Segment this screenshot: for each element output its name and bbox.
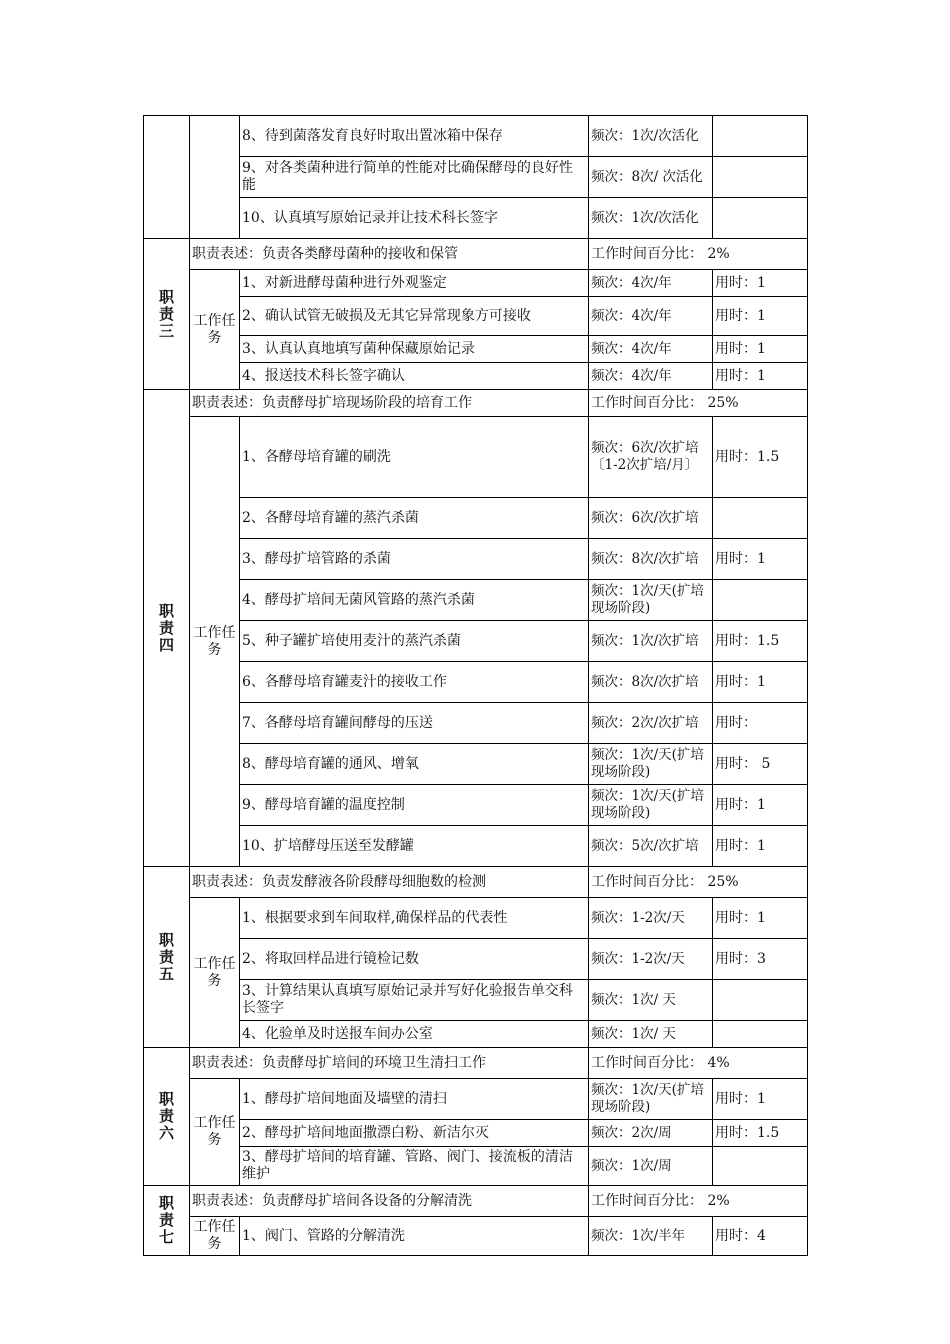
duty-name (144, 239, 190, 390)
table-row (144, 498, 808, 539)
duty-name-char: 六 (158, 1124, 174, 1142)
time-percentage: 工作时间百分比： 25% (589, 867, 808, 898)
table-row (144, 580, 808, 621)
task-cell: 7、各酵母培育罐间酵母的压送 (240, 703, 589, 744)
duty-name-char: 七 (158, 1228, 174, 1246)
task-cell: 8、酵母培育罐的通风、增氧 (240, 744, 589, 785)
table-row (144, 939, 808, 980)
task-cell: 8、待到菌落发育良好时取出置冰箱中保存 (240, 116, 589, 157)
task-cell: 4、化验单及时送报车间办公室 (240, 1021, 589, 1048)
duty-name-char: 责 (158, 304, 174, 323)
task-cell: 1、酵母扩培间地面及墙壁的清扫 (240, 1079, 589, 1120)
time-cell: 用时：1 (713, 785, 808, 826)
table-row (144, 1079, 808, 1120)
duty-name-char: 四 (158, 635, 174, 654)
task-cell: 9、对各类菌种进行简单的性能对比确保酵母的良好性能 (240, 157, 589, 198)
duty-name (144, 867, 190, 1048)
frequency-cell: 频次：4次/年 (589, 297, 713, 336)
task-cell: 4、报送技术科长签字确认 (240, 363, 589, 390)
frequency-cell: 频次：1次/天(扩培现场阶段) (589, 744, 713, 785)
frequency-cell: 频次：8次/次扩培 (589, 539, 713, 580)
duty-name-char: 三 (158, 321, 174, 340)
frequency-cell: 频次：8次/次扩培 (589, 662, 713, 703)
task-cell: 9、酵母培育罐的温度控制 (240, 785, 589, 826)
time-percentage: 工作时间百分比： 4% (589, 1048, 808, 1079)
frequency-cell: 频次：1-2次/天 (589, 898, 713, 939)
frequency-cell: 频次：4次/年 (589, 336, 713, 363)
frequency-cell: 频次：1次/天(扩培现场阶段) (589, 1079, 713, 1120)
time-cell: 用时：3 (713, 939, 808, 980)
duty-description: 职责表述：负责各类酵母菌种的接收和保管 (190, 239, 589, 270)
frequency-cell: 频次：1次/次活化 (589, 116, 713, 157)
duty-description-row (144, 1048, 808, 1079)
table-row (144, 1021, 808, 1048)
duty-name-char: 五 (158, 964, 174, 983)
frequency-cell: 频次：1次/ 天 (589, 980, 713, 1021)
duty-label-cell (144, 116, 190, 239)
work-task-cell (190, 116, 240, 239)
frequency-cell: 频次：6次/次扩培〔1-2次扩培/月〕 (589, 417, 713, 498)
table-row (144, 297, 808, 336)
frequency-cell: 频次：1次/天(扩培现场阶段) (589, 785, 713, 826)
task-cell: 2、各酵母培育罐的蒸汽杀菌 (240, 498, 589, 539)
time-cell: 用时：1 (713, 270, 808, 297)
frequency-cell: 频次：1-2次/天 (589, 939, 713, 980)
table-row (144, 703, 808, 744)
time-percentage: 工作时间百分比： 2% (589, 1186, 808, 1217)
duty-description-row (144, 867, 808, 898)
duty-description: 职责表述：负责酵母扩培间各设备的分解清洗 (190, 1186, 589, 1217)
table-row (144, 116, 808, 157)
table-row (144, 826, 808, 867)
duty-name-char: 职 (158, 1194, 174, 1212)
task-cell: 3、认真认真地填写菌种保藏原始记录 (240, 336, 589, 363)
frequency-cell: 频次：1次/ 天 (589, 1021, 713, 1048)
duty-name (144, 1048, 190, 1186)
time-cell: 用时： 5 (713, 744, 808, 785)
time-cell (713, 498, 808, 539)
duty-name-char: 职 (158, 287, 174, 306)
time-cell (713, 580, 808, 621)
work-task-label: 工作任务 (190, 898, 240, 1048)
time-cell: 用时：1 (713, 363, 808, 390)
duty-name-char: 职 (158, 601, 174, 620)
table-row (144, 785, 808, 826)
task-cell: 1、各酵母培育罐的刷洗 (240, 417, 589, 498)
time-percentage: 工作时间百分比： 25% (589, 390, 808, 417)
table-row (144, 198, 808, 239)
job-duty-table-page (143, 115, 807, 1256)
frequency-cell: 频次：8次/ 次活化 (589, 157, 713, 198)
task-cell: 10、认真填写原始记录并让技术科长签字 (240, 198, 589, 239)
duty-name-char: 职 (158, 1090, 174, 1108)
frequency-cell: 频次：1次/周 (589, 1147, 713, 1186)
frequency-cell: 频次：2次/周 (589, 1120, 713, 1147)
table-row (144, 980, 808, 1021)
time-cell (713, 980, 808, 1021)
time-cell: 用时：1 (713, 297, 808, 336)
work-task-label: 工作任务 (190, 270, 240, 390)
frequency-cell: 频次：1次/半年 (589, 1217, 713, 1256)
time-cell: 用时：1.5 (713, 1120, 808, 1147)
time-cell: 用时：1 (713, 336, 808, 363)
task-cell: 3、酵母扩培管路的杀菌 (240, 539, 589, 580)
table-row (144, 621, 808, 662)
time-cell: 用时：1.5 (713, 417, 808, 498)
work-task-label: 工作任务 (190, 417, 240, 867)
duty-description: 职责表述：负责酵母扩培现场阶段的培育工作 (190, 390, 589, 417)
table-row (144, 363, 808, 390)
work-task-label: 工作任务 (190, 1217, 240, 1256)
frequency-cell: 频次：1次/天(扩培现场阶段) (589, 580, 713, 621)
duty-name-char: 责 (158, 947, 174, 966)
frequency-cell: 频次：5次/次扩培 (589, 826, 713, 867)
time-cell (713, 157, 808, 198)
work-task-label: 工作任务 (190, 1079, 240, 1186)
task-cell: 10、扩培酵母压送至发酵罐 (240, 826, 589, 867)
task-cell: 1、对新进酵母菌种进行外观鉴定 (240, 270, 589, 297)
task-cell: 4、酵母扩培间无菌风管路的蒸汽杀菌 (240, 580, 589, 621)
duty-description-row (144, 1186, 808, 1217)
task-cell: 2、确认试管无破损及无其它异常现象方可接收 (240, 297, 589, 336)
time-cell: 用时：1.5 (713, 621, 808, 662)
frequency-cell: 频次：6次/次扩培 (589, 498, 713, 539)
task-cell: 3、计算结果认真填写原始记录并写好化验报告单交科长签字 (240, 980, 589, 1021)
duty-name-char: 责 (158, 618, 174, 637)
task-cell: 2、酵母扩培间地面撒漂白粉、新洁尔灭 (240, 1120, 589, 1147)
time-cell: 用时：1 (713, 1079, 808, 1120)
frequency-cell: 频次：4次/年 (589, 270, 713, 297)
table-row (144, 898, 808, 939)
duty-table (143, 115, 808, 1256)
duty-name-char: 责 (158, 1107, 174, 1125)
table-row (144, 1217, 808, 1256)
table-row (144, 157, 808, 198)
task-cell: 3、酵母扩培间的培育罐、管路、阀门、接流板的清洁维护 (240, 1147, 589, 1186)
task-cell: 5、种子罐扩培使用麦汁的蒸汽杀菌 (240, 621, 589, 662)
time-cell: 用时：1 (713, 898, 808, 939)
frequency-cell: 频次：2次/次扩培 (589, 703, 713, 744)
time-cell (713, 198, 808, 239)
frequency-cell: 频次：1次/次活化 (589, 198, 713, 239)
time-cell: 用时：1 (713, 826, 808, 867)
time-cell: 用时：1 (713, 539, 808, 580)
duty-description: 职责表述：负责酵母扩培间的环境卫生清扫工作 (190, 1048, 589, 1079)
task-cell: 2、将取回样品进行镜检记数 (240, 939, 589, 980)
frequency-cell: 频次：4次/年 (589, 363, 713, 390)
time-cell (713, 1147, 808, 1186)
duty-description-row (144, 390, 808, 417)
table-row (144, 1147, 808, 1186)
duty-name (144, 1186, 190, 1256)
table-row (144, 539, 808, 580)
task-cell: 1、阀门、管路的分解清洗 (240, 1217, 589, 1256)
task-cell: 6、各酵母培育罐麦汁的接收工作 (240, 662, 589, 703)
time-cell: 用时：1 (713, 662, 808, 703)
duty-name-char: 职 (158, 930, 174, 949)
task-cell: 1、根据要求到车间取样,确保样品的代表性 (240, 898, 589, 939)
time-cell (713, 116, 808, 157)
frequency-cell: 频次：1次/次扩培 (589, 621, 713, 662)
duty-description: 职责表述：负责发酵液各阶段酵母细胞数的检测 (190, 867, 589, 898)
duty-table-body (144, 116, 808, 1256)
table-row (144, 662, 808, 703)
table-row (144, 744, 808, 785)
table-row (144, 336, 808, 363)
table-row (144, 417, 808, 498)
duty-name-char: 责 (158, 1211, 174, 1229)
table-row (144, 1120, 808, 1147)
time-cell: 用时：4 (713, 1217, 808, 1256)
duty-name (144, 390, 190, 867)
time-cell (713, 1021, 808, 1048)
table-row (144, 270, 808, 297)
time-percentage: 工作时间百分比： 2% (589, 239, 808, 270)
duty-description-row (144, 239, 808, 270)
time-cell: 用时： (713, 703, 808, 744)
